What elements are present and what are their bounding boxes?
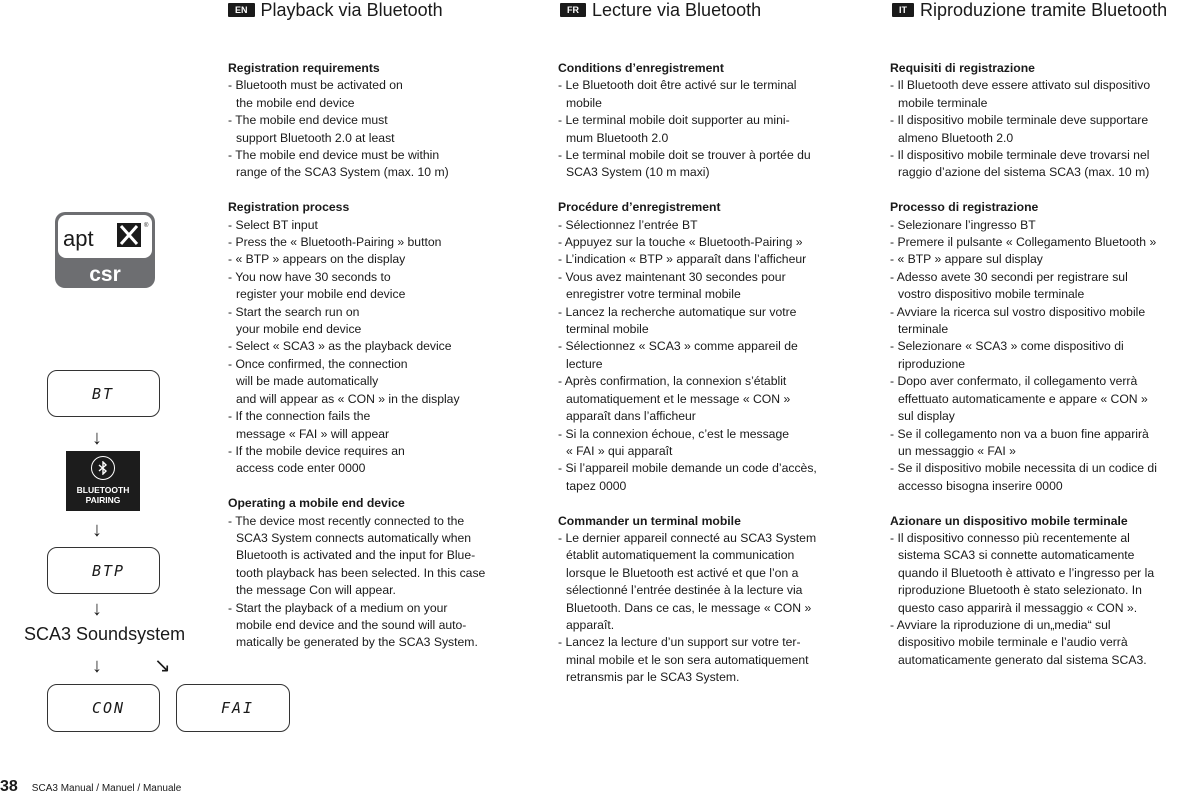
section	[890, 513, 1186, 670]
display-bt: BT	[47, 370, 160, 417]
column-header-en	[228, 0, 443, 20]
section	[228, 495, 518, 652]
pairing-button-label: BLUETOOTH PAIRING	[76, 485, 130, 505]
list-item: - Adesso avete 30 secondi per registrare sul vostro dispositivo mobile terminale	[890, 269, 1128, 302]
list-item: - The mobile end device must support Bluetooth 2.0 at least	[228, 113, 395, 145]
list-item: - Se il dispositivo mobile necessita di un codice di accesso bisogna inserire 0000	[890, 461, 1157, 493]
display-con: CON	[47, 684, 160, 732]
bluetooth-pairing-button[interactable]	[66, 451, 140, 511]
list-item: - Start the playback of a medium on your mobile end device and the sound will auto- matically be generated by the SCA3 System.	[228, 600, 478, 650]
column-fr	[558, 60, 848, 704]
section	[558, 513, 848, 687]
arrow-down-right-icon: ↘	[154, 655, 171, 677]
list-item: - Lancez la lecture d’un support sur votre ter- minal mobile et le son sera automatiquement retransmis par le SCA3 System.	[558, 635, 809, 685]
section-heading: Registration process	[228, 200, 350, 215]
list-item: - « BTP » appears on the display	[228, 252, 406, 267]
list-item: - Après confirmation, la connexion s’établit automatiquement et le message « CON » apparaît dans l’afficheur	[558, 374, 791, 424]
column-header-fr	[560, 0, 761, 20]
section-heading: Commander un terminal mobile	[558, 513, 741, 528]
list-item: - Dopo aver confermato, il collegamento verrà effettuato automaticamente e appare « CON » sul display	[890, 374, 1148, 424]
logo-text-csr: csr	[89, 263, 121, 286]
section	[890, 199, 1186, 495]
list-item: - Press the « Bluetooth-Pairing » button	[228, 235, 442, 250]
list-item: - Il Bluetooth deve essere attivato sul dispositivo mobile terminale	[890, 78, 1151, 110]
display-btp: BTP	[47, 547, 160, 594]
list-item: - If the mobile device requires an access code enter 0000	[228, 443, 405, 476]
column-title: Lecture via Bluetooth	[592, 0, 762, 20]
page-footer	[0, 778, 181, 796]
list-item: - Sélectionnez « SCA3 » comme appareil de lecture	[558, 339, 798, 371]
list-item: - Se il collegamento non va a buon fine apparirà un messaggio « FAI »	[890, 426, 1149, 458]
list-item: - You now have 30 seconds to register your mobile end device	[228, 269, 406, 302]
section-heading: Conditions d’enregistrement	[558, 61, 724, 75]
column-title: Riproduzione tramite Bluetooth	[920, 0, 1168, 20]
aptx-logo-icon	[55, 212, 155, 288]
system-label: SCA3 Soundsystem	[24, 624, 186, 644]
footer-text: SCA3 Manual / Manuel / Manuale	[31, 783, 182, 794]
section	[558, 60, 848, 182]
column-en	[228, 60, 518, 669]
list-item: - Avviare la riproduzione di un„media“ sul dispositivo mobile terminale e l’audio verrà automaticamente generato dal sistema SCA3.	[890, 617, 1147, 667]
arrow-down-icon: ↓	[92, 427, 102, 449]
list-item: - Avviare la ricerca sul vostro dispositivo mobile terminale	[890, 304, 1146, 337]
list-item: - Selezionare « SCA3 » come dispositivo di riproduzione	[890, 339, 1124, 371]
list-item: - Selezionare l’ingresso BT	[890, 217, 1036, 232]
list-item: - Le terminal mobile doit supporter au mini- mum Bluetooth 2.0	[558, 113, 790, 145]
list-item: - L’indication « BTP » apparaît dans l’afficheur	[558, 252, 807, 267]
list-item: - Premere il pulsante « Collegamento Bluetooth »	[890, 235, 1157, 250]
list-item: - Appuyez sur la touche « Bluetooth-Pairing »	[558, 235, 803, 250]
section-heading: Azionare un dispositivo mobile terminale	[890, 513, 1128, 528]
arrow-down-icon: ↓	[92, 519, 102, 541]
list-item: - Bluetooth must be activated on the mobile end device	[228, 78, 403, 110]
language-badge: IT	[892, 3, 914, 17]
arrow-down-icon: ↓	[92, 655, 102, 677]
list-item: - Le terminal mobile doit se trouver à portée du SCA3 System (10 m maxi)	[558, 148, 811, 180]
section	[228, 199, 518, 478]
list-item: - Il dispositivo connesso più recentemente al sistema SCA3 si connette automaticamente quando il Bluetooth è attivato e l’ingresso per la riproduzione Bluetooth è stato selezionato. In questo caso apparirà il messaggio « CON ».	[890, 530, 1155, 615]
column-it	[890, 60, 1186, 687]
list-item: - Sélectionnez l’entrée BT	[558, 217, 698, 232]
list-item: - If the connection fails the message « FAI » will appear	[228, 409, 390, 441]
section-heading: Processo di registrazione	[890, 200, 1039, 215]
list-item: - The mobile end device must be within range of the SCA3 System (max. 10 m)	[228, 148, 449, 180]
language-badge: EN	[228, 3, 255, 17]
list-item: - Lancez la recherche automatique sur votre terminal mobile	[558, 304, 797, 337]
list-item: - Le dernier appareil connecté au SCA3 System établit automatiquement la communication lorsque le Bluetooth est activé et que l’on a sélectionné l’entrée destinée à la lecture via Bluetooth. Dans ce cas, le message « CON » apparaît.	[558, 530, 817, 632]
section-heading: Registration requirements	[228, 61, 380, 75]
section	[228, 60, 518, 182]
list-item: - Once confirmed, the connection will be made automatically and will appear as « CON » in the display	[228, 356, 460, 406]
arrow-down-icon: ↓	[92, 598, 102, 620]
list-item: - Si la connexion échoue, c’est le message « FAI » qui apparaît	[558, 426, 790, 458]
section-heading: Operating a mobile end device	[228, 496, 405, 511]
list-item: - Il dispositivo mobile terminale deve supportare almeno Bluetooth 2.0	[890, 113, 1149, 145]
logo-text-apt: apt	[63, 226, 94, 251]
column-header-it	[892, 0, 1167, 20]
display-fai: FAI	[176, 684, 290, 732]
list-item: - Si l’appareil mobile demande un code d’accès, tapez 0000	[558, 461, 817, 493]
list-item: - Il dispositivo mobile terminale deve trovarsi nel raggio d’azione del sistema SCA3 (max. 10 m)	[890, 148, 1150, 180]
language-badge: FR	[560, 3, 586, 17]
list-item: - Select BT input	[228, 217, 318, 232]
list-item: - Start the search run on your mobile end device	[228, 304, 362, 337]
svg-text:®: ®	[144, 223, 149, 229]
list-item: - Le Bluetooth doit être activé sur le terminal mobile	[558, 78, 797, 110]
list-item: - The device most recently connected to the SCA3 System connects automatically when Bluetooth is activated and the input for Blue- tooth playback has been selected. In this case the message Con will appear.	[228, 513, 486, 598]
bluetooth-icon	[91, 456, 115, 480]
section	[890, 60, 1186, 182]
section-heading: Procédure d’enregistrement	[558, 200, 721, 215]
aptx-csr-logo	[55, 212, 155, 288]
section	[558, 199, 848, 495]
column-title: Playback via Bluetooth	[260, 0, 443, 20]
section-heading: Requisiti di registrazione	[890, 61, 1035, 75]
list-item: - Vous avez maintenant 30 secondes pour enregistrer votre terminal mobile	[558, 269, 786, 302]
list-item: - Select « SCA3 » as the playback device	[228, 339, 452, 354]
list-item: - « BTP » appare sul display	[890, 252, 1043, 267]
page-number: 38	[0, 778, 18, 795]
